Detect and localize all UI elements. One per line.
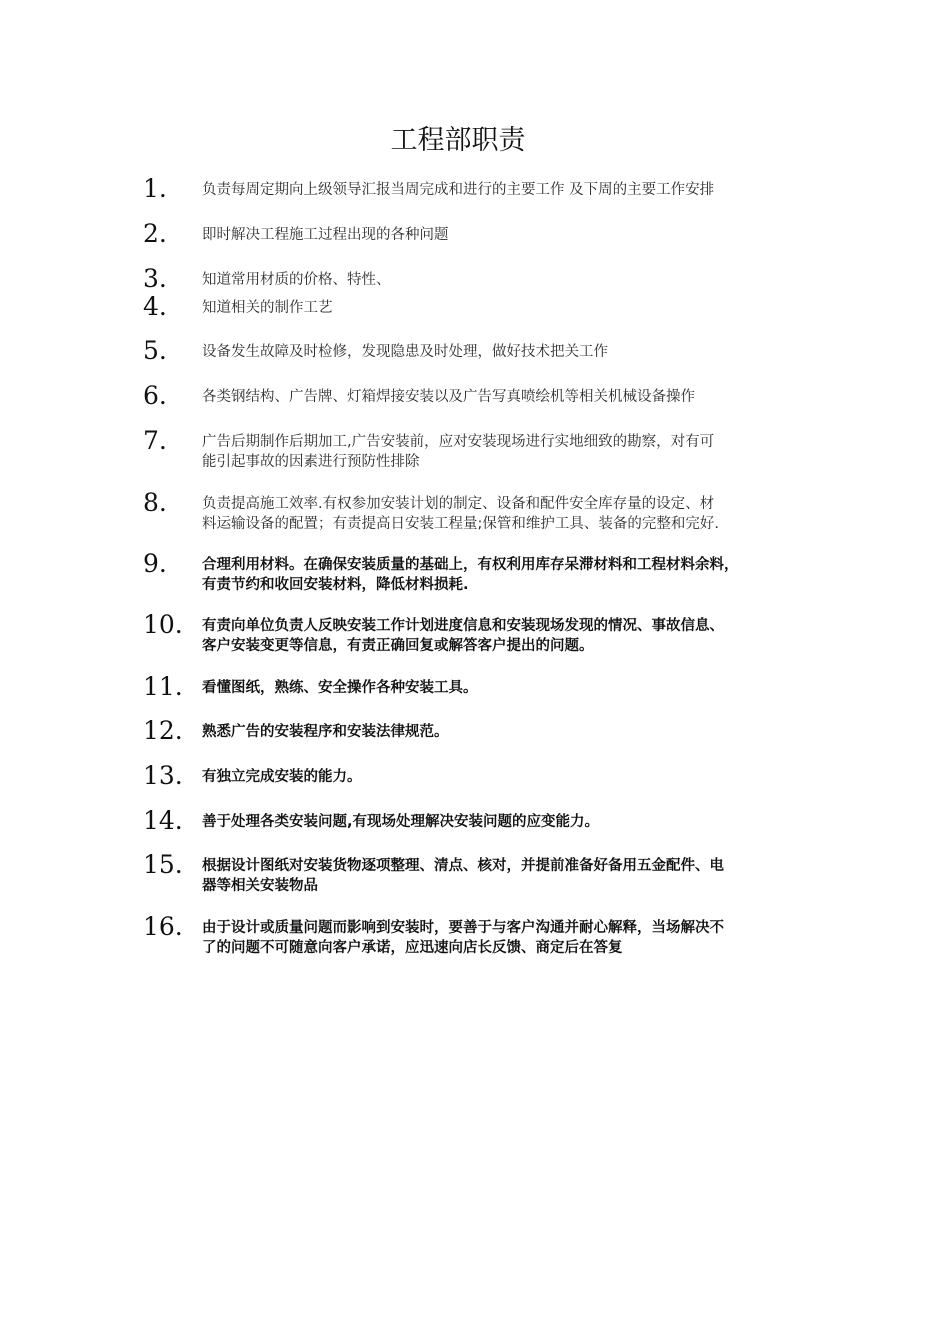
item-text [202, 767, 822, 787]
item-number: 4. [143, 292, 167, 321]
item-text-line: 根据设计图纸对安装货物逐项整理、清点、核对，并提前准备好备用五金配件、电 [202, 858, 724, 874]
item-number: 2. [143, 219, 167, 248]
item-text-line: 料运输设备的配置；有责提高日安装工程量;保管和维护工具、装备的完整和完好. [202, 516, 719, 532]
item-text [202, 918, 822, 958]
item-text-line: 善于处理各类安装问题,有现场处理解决安装问题的应变能力。 [202, 814, 600, 830]
item-number: 10. [143, 610, 183, 639]
item-text-line: 负责每周定期向上级领导汇报当周完成和进行的主要工作 及下周的主要工作安排 [202, 182, 715, 198]
item-text [202, 432, 822, 472]
item-number: 14. [143, 806, 183, 835]
item-text [202, 616, 822, 656]
item-text-line: 负责提高施工效率.有权参加安装计划的制定、设备和配件安全库存量的设定、材 [202, 496, 715, 512]
item-text-line: 有责向单位负责人反映安装工作计划进度信息和安装现场发现的情况、事故信息、 [202, 618, 724, 634]
item-text [202, 856, 822, 896]
item-number: 7. [143, 426, 167, 455]
item-number: 1. [143, 174, 167, 203]
item-number: 5. [143, 336, 167, 365]
item-text-line: 设备发生故障及时检修，发现隐患及时处理，做好技术把关工作 [202, 344, 608, 360]
page-title: 工程部职责 [390, 125, 526, 156]
item-number: 12. [143, 716, 183, 745]
item-text [202, 270, 822, 290]
item-text [202, 555, 822, 595]
item-text-line: 合理利用材料。在确保安装质量的基础上，有权利用库存呆滞材料和工程材料余料， [202, 557, 739, 573]
item-text [202, 678, 822, 698]
item-text [202, 225, 822, 245]
item-text-line: 知道相关的制作工艺 [202, 300, 333, 316]
item-text-line: 看懂图纸，熟练、安全操作各种安装工具。 [202, 680, 478, 696]
item-text-line: 有责节约和收回安装材料，降低材料损耗. [202, 577, 469, 593]
item-text-line: 各类钢结构、广告牌、灯箱焊接安装以及广告写真喷绘机等相关机械设备操作 [202, 389, 695, 405]
item-number: 16. [143, 912, 183, 941]
item-number: 8. [143, 488, 167, 517]
item-number: 6. [143, 381, 167, 410]
item-text-line: 客户安装变更等信息，有责正确回复或解答客户提出的问题。 [202, 638, 594, 654]
item-text-line: 知道常用材质的价格、特性、 [202, 272, 391, 288]
item-text [202, 342, 822, 362]
item-text [202, 722, 822, 742]
item-text-line: 能引起事故的因素进行预防性排除 [202, 454, 420, 470]
item-text [202, 494, 822, 534]
item-number: 3. [143, 264, 167, 293]
item-number: 11. [143, 672, 183, 701]
item-text-line: 有独立完成安装的能力。 [202, 769, 362, 785]
item-text-line: 器等相关安装物品 [202, 878, 318, 894]
item-text-line: 了的问题不可随意向客户承诺，应迅速向店长反馈、商定后在答复 [202, 940, 623, 956]
item-text [202, 298, 822, 318]
item-text-line: 由于设计或质量问题而影响到安装时，要善于与客户沟通并耐心解释，当场解决不 [202, 920, 724, 936]
item-text-line: 即时解决工程施工过程出现的各种问题 [202, 227, 449, 243]
item-number: 13. [143, 761, 183, 790]
item-text [202, 387, 822, 407]
item-number: 15. [143, 850, 183, 879]
item-text [202, 180, 822, 200]
item-text [202, 812, 822, 832]
item-text-line: 广告后期制作后期加工,广告安装前，应对安装现场进行实地细致的勘察，对有可 [202, 434, 715, 450]
item-text-line: 熟悉广告的安装程序和安装法律规范。 [202, 724, 449, 740]
item-number: 9. [143, 549, 167, 578]
